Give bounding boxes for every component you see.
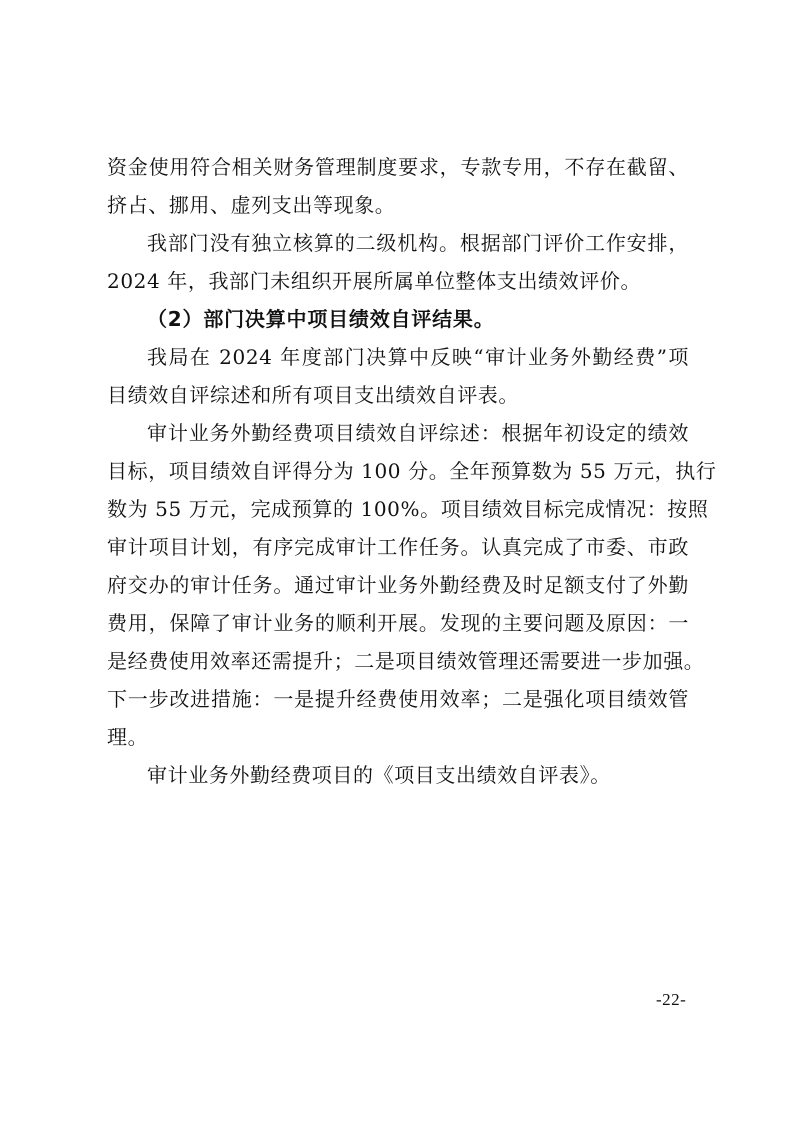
paragraph-line: 理。 [107,725,149,749]
paragraph-line: 数为 55 万元，完成预算的 100%。项目绩效目标完成情况：按照 [107,497,709,521]
paragraph-line: 目绩效自评综述和所有项目支出绩效自评表。 [107,383,519,407]
paragraph-line: 我部门没有独立核算的二级机构。根据部门评价工作安排， [147,231,689,255]
paragraph-line: 审计业务外勤经费项目的《项目支出绩效自评表》。 [147,763,611,787]
paragraph-line: 我局在 2024 年度部门决算中反映“审计业务外勤经费”项 [147,345,689,369]
paragraph-line: 资金使用符合相关财务管理制度要求，专款专用，不存在截留、 [107,155,689,179]
paragraph-line: 目标，项目绩效自评得分为 100 分。全年预算数为 55 万元，执行 [107,459,717,483]
page-number: -22- [656,990,687,1009]
section-heading: （2）部门决算中项目绩效自评结果。 [147,307,495,331]
paragraph-line: 挤占、挪用、虚列支出等现象。 [107,193,396,217]
paragraph-line: 审计业务外勤经费项目绩效自评综述：根据年初设定的绩效 [147,421,689,445]
paragraph-line: 下一步改进措施：一是提升经费使用效率；二是强化项目绩效管 [107,687,689,711]
paragraph-line: 2024 年，我部门未组织开展所属单位整体支出绩效评价。 [107,269,642,293]
paragraph-line: 府交办的审计任务。通过审计业务外勤经费及时足额支付了外勤 [107,573,689,597]
document-body [107,148,717,794]
paragraph-line: 费用，保障了审计业务的顺利开展。发现的主要问题及原因：一 [107,611,689,635]
paragraph-line: 审计项目计划，有序完成审计工作任务。认真完成了市委、市政 [107,535,689,559]
paragraph-line: 是经费使用效率还需提升；二是项目绩效管理还需要进一步加强。 [107,649,705,673]
